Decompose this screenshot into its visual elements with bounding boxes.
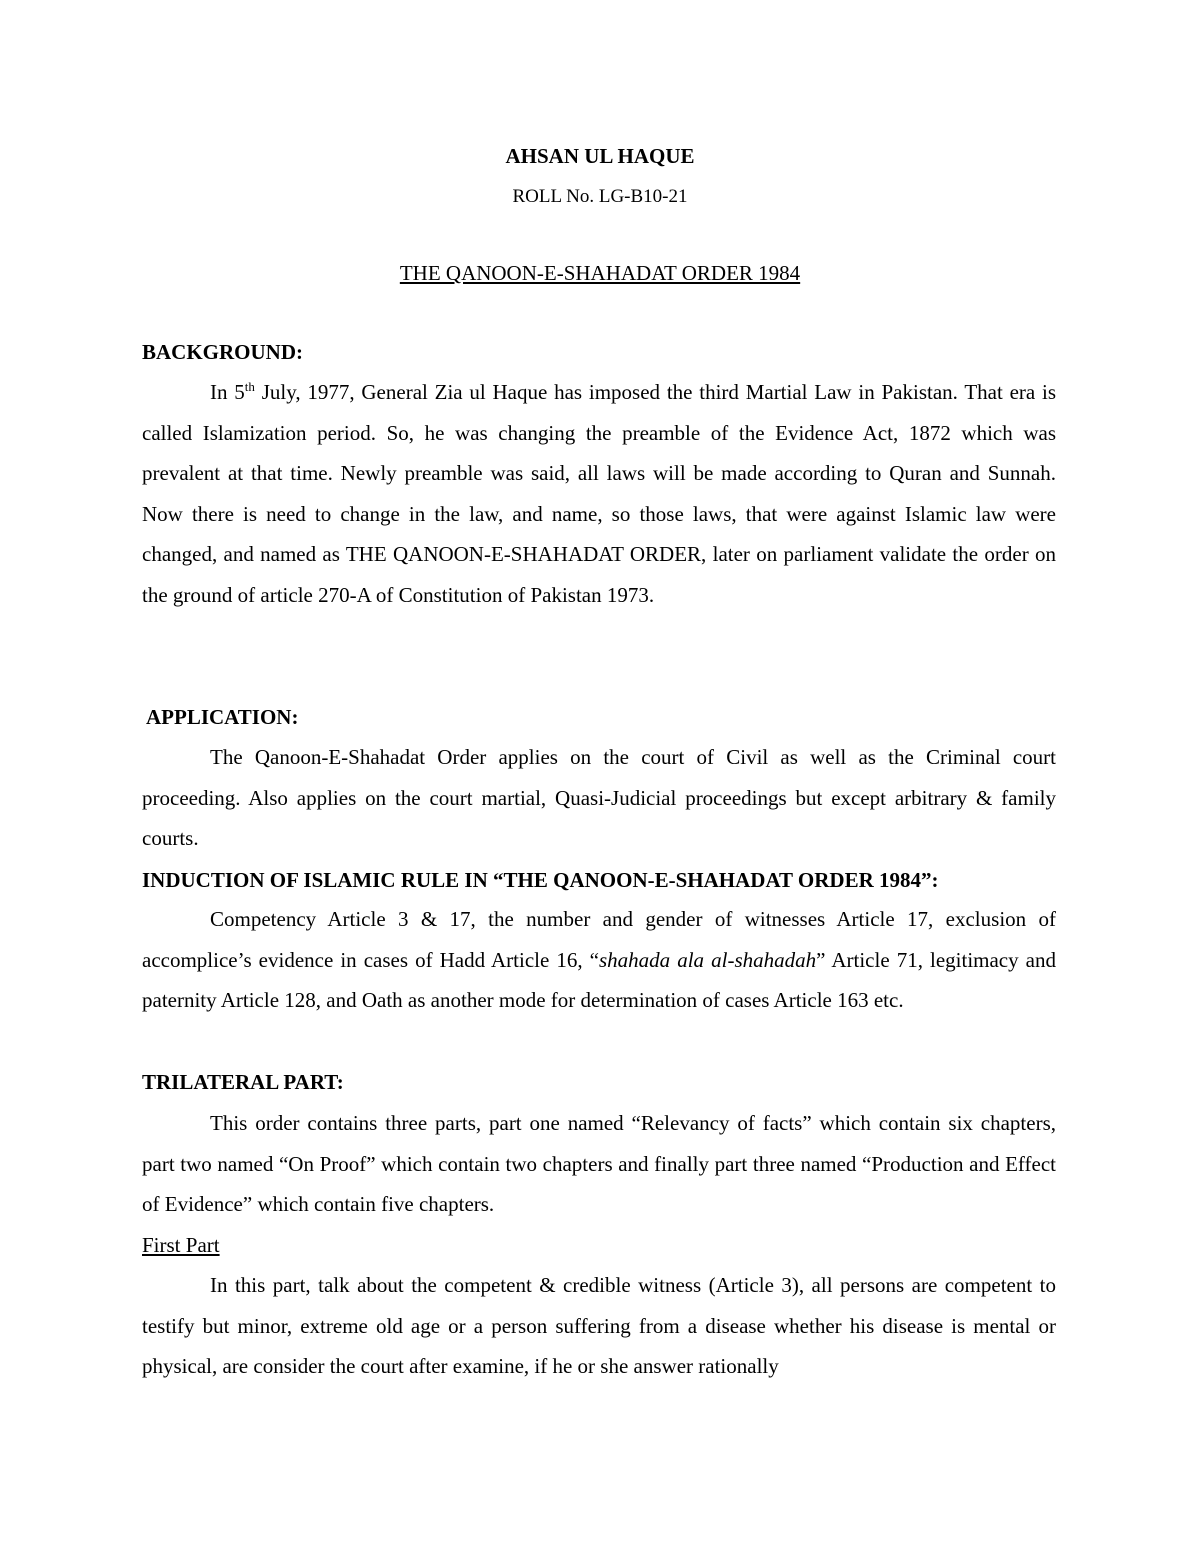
document-title: THE QANOON-E-SHAHADAT ORDER 1984 bbox=[399, 261, 801, 285]
background-text-start: In 5 bbox=[210, 380, 245, 404]
background-paragraph bbox=[142, 372, 1056, 616]
application-heading: APPLICATION: bbox=[146, 705, 299, 729]
induction-heading: INDUCTION OF ISLAMIC RULE IN “THE QANOON-E-SHAHADAT ORDER 1984”: bbox=[142, 868, 939, 892]
induction-text-start: Competency Article 3 & 17, the number and gender of witnesses Article 17, exclusion of accomplice’s evidence in cases of Hadd Article 16, “ bbox=[142, 907, 1056, 972]
first-part-paragraph: In this part, talk about the competent & credible witness (Article 3), all persons are competent to testify but minor, extreme old age or a person suffering from a disease whether his disease is mental or physical, are consider the court after examine, if he or she answer rationally bbox=[142, 1273, 1056, 1379]
background-superscript: th bbox=[244, 379, 255, 394]
author-name: AHSAN UL HAQUE bbox=[505, 144, 695, 168]
induction-italic-term: shahada ala al-shahadah bbox=[599, 947, 817, 972]
background-text-rest: July, 1977, General Zia ul Haque has imposed the third Martial Law in Pakistan. That era is called Islamization period. So, he was changing the preamble of the Evidence Act, 1872 which was prevalent at that time. Newly preamble was said, all laws will be made according to Quran and Sunnah. Now there is need to change in the law, and name, so those laws, that were against Islamic law were changed, and named as THE QANOON-E-SHAHADAT ORDER, later on parliament validate the order on the ground of article 270-A of Constitution of Pakistan 1973. bbox=[142, 380, 1056, 607]
trilateral-paragraph: This order contains three parts, part one named “Relevancy of facts” which contain six chapters, part two named “On Proof” which contain two chapters and finally part three named “Production and Effect of Evidence” which contain five chapters. bbox=[142, 1111, 1056, 1217]
application-paragraph: The Qanoon-E-Shahadat Order applies on the court of Civil as well as the Criminal court proceeding. Also applies on the court martial, Quasi-Judicial proceedings but except arbitrary & family courts. bbox=[142, 745, 1056, 851]
roll-number: ROLL No. LG-B10-21 bbox=[512, 186, 688, 207]
induction-paragraph bbox=[142, 899, 1056, 1021]
first-part-heading: First Part bbox=[142, 1233, 220, 1257]
induction-text-rest: ” Article 71, legitimacy and paternity Article 128, and Oath as another mode for determination of cases Article 163 etc. bbox=[142, 947, 1057, 1013]
background-heading: BACKGROUND: bbox=[142, 340, 303, 364]
trilateral-heading: TRILATERAL PART: bbox=[142, 1070, 344, 1094]
